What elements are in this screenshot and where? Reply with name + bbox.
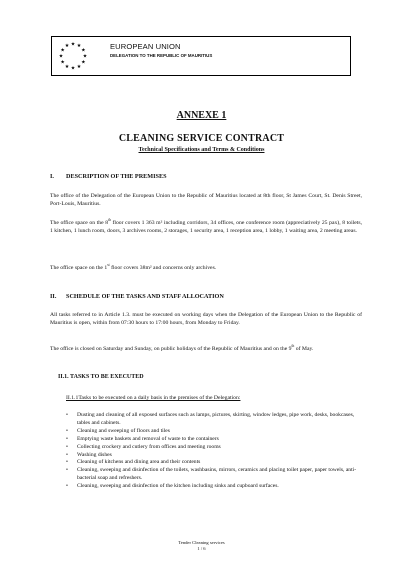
section-number: II. (50, 293, 57, 300)
premises-paragraph-2: The office space on the 8th floor covers 1 363 m² including corridors, 34 offices, one conference room (appreciatively 25 pax), 8 toilets, 1 kitchen, 1 lunch room, doors, 3 archives rooms, 2 storages, 1 security area, 1 reception area, 1 lobby, 1 waiting area, 2 meeting areas. (50, 218, 362, 235)
flag-star-icon: ★ (64, 63, 70, 70)
section-title: DESCRIPTION OF THE PREMISES (66, 173, 167, 180)
section-title: SCHEDULE OF THE TASKS AND STAFF ALLOCATION (66, 293, 224, 300)
task-item: • Dusting and cleaning of all exposed surfaces such as lamps, pictures, skirting, window ledges, pipe work, desks, bookcases, tables and cabinets. (66, 412, 362, 428)
premises-paragraph-1: The office of the Delegation of the European Union to the Republic of Mauritius located at 8th floor, St James Court, St. Denis Street, Port-Louis, Mauritius. (50, 193, 362, 208)
task-item: • Washing dishes (66, 452, 362, 460)
section-heading-schedule (50, 293, 224, 300)
subsubsection-heading-daily: II.1.1Tasks to be executed on a daily basis in the premises of the Delegation: (66, 395, 241, 401)
flag-star-icon: ★ (81, 59, 86, 66)
flag-star-icon: ★ (70, 41, 76, 48)
flag-star-icon: ★ (70, 65, 76, 72)
eu-flag-icon (56, 39, 90, 73)
delegation-name: DELEGATION TO THE REPUBLIC OF MAURITIUS (110, 53, 213, 58)
organisation-name: EUROPEAN UNION (110, 42, 181, 51)
section-number: I. (50, 173, 54, 180)
flag-star-icon: ★ (60, 59, 65, 66)
contract-title: CLEANING SERVICE CONTRACT (118, 133, 285, 144)
task-list (66, 412, 362, 491)
task-item: • Cleaning and sweeping of floors and tiles (66, 428, 362, 436)
contract-subtitle: Technical Specifications and Terms & Conditions (138, 147, 265, 153)
flag-star-icon: ★ (76, 63, 82, 70)
annex-title: ANNEXE 1 (176, 110, 227, 121)
letterhead-box (51, 36, 351, 76)
flag-star-icon: ★ (76, 43, 82, 50)
task-item: • Cleaning of kitchens and dining area and their contents (66, 459, 362, 467)
flag-star-icon: ★ (60, 47, 65, 54)
section-heading-premises (50, 173, 167, 180)
schedule-paragraph-1: All tasks referred to in Article 1.3. must be executed on working days when the Delegation of the European Union to the Republic of Mauritius is open, within from 07:30 hours to 17:00 hours, from Monday to Friday. (50, 312, 362, 327)
task-item: • Emptying waste baskets and removal of waste to the containers (66, 436, 362, 444)
task-item: • Collecting crockery and cutlery from offices and meeting rooms (66, 444, 362, 452)
flag-star-icon: ★ (81, 47, 86, 54)
task-item: • Cleaning, sweeping and disinfection of the toilets, washbasins, mirrors, ceramics and placing toilet paper, paper towels, anti-bacterial soap and refreshers. (66, 467, 362, 483)
flag-star-icon: ★ (64, 43, 70, 50)
footer-title: Tender Cleaning services (178, 540, 225, 545)
premises-paragraph-3: The office space on the 1st floor covers 38m² and concerns only archives. (50, 263, 217, 271)
flag-star-icon: ★ (82, 53, 88, 60)
schedule-paragraph-2: The office is closed on Saturday and Sunday, on public holidays of the Republic of Mauritius and on the 9th of May. (50, 344, 314, 352)
page-number: 1 / 6 (197, 546, 206, 551)
flag-star-icon: ★ (58, 53, 64, 60)
task-item: • Cleaning, sweeping and disinfection of the kitchen including sinks and cupboard surfaces. (66, 483, 362, 491)
subsection-heading-tasks: II.1. TASKS TO BE EXECUTED (58, 374, 144, 380)
